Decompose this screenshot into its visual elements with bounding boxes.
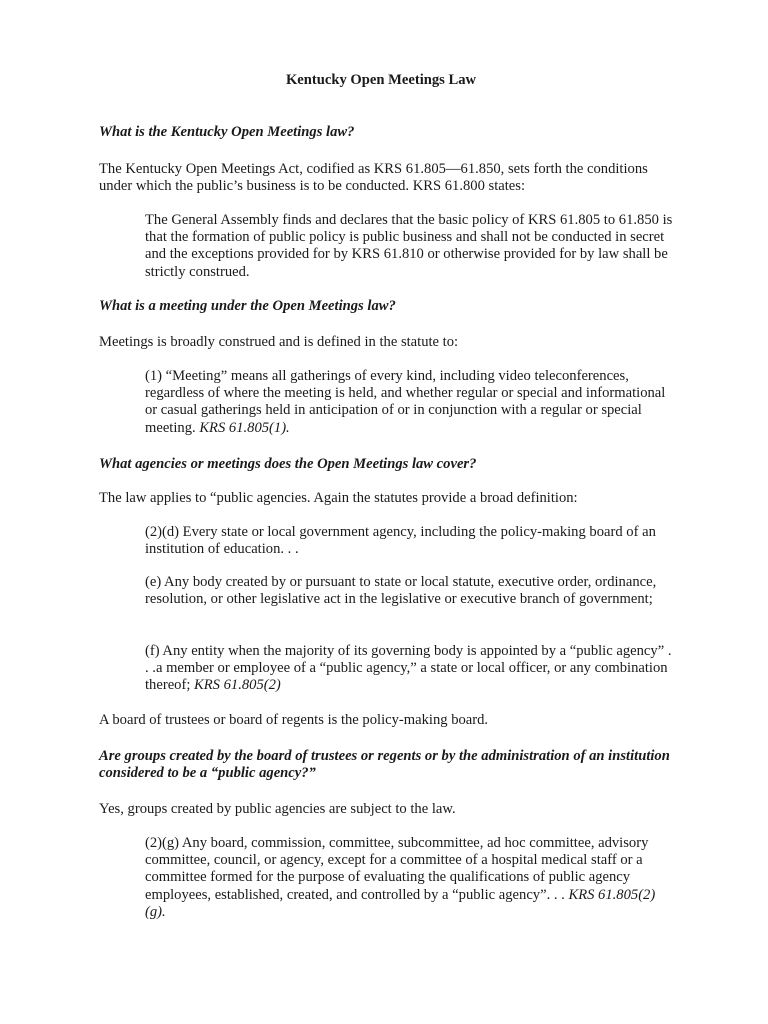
statute-quote — [145, 835, 675, 921]
section-paragraph: Meetings is broadly construed and is defined in the statute to: — [99, 334, 459, 350]
document-title: Kentucky Open Meetings Law — [285, 72, 477, 88]
statute-quote — [145, 524, 675, 558]
statute-citation: KRS 61.805(2)(g). — [145, 886, 656, 920]
statute-quote — [145, 368, 675, 437]
quote-text: (2)(d) Every state or local government agency, including the policy-making board of an institution of education. . . — [145, 524, 656, 558]
quote-text: (e) Any body created by or pursuant to state or local statute, executive order, ordinance, resolution, or other legislative act in the legislative or executive branch of government; — [145, 574, 657, 608]
section-heading: Are groups created by the board of trustees or regents or by the administration of an institution considered to be a “public agency?” — [99, 748, 670, 782]
statute-citation: KRS 61.805(1). — [199, 419, 290, 436]
quote-text: (1) “Meeting” means all gatherings of every kind, including video teleconferences, regardless of where the meeting is held, and whether regular or special and informational or casual gatherings held in anticipation of or in conjunction with a regular or special meeting. — [145, 368, 666, 436]
quote-text: (2)(g) Any board, commission, committee, subcommittee, ad hoc committee, advisory committee, council, or agency, except for a committee of a hospital medical staff or a committee formed for the purpose of evaluating the qualifications of public agency employees, established, created, and controlled by a “public agency”. . . — [145, 835, 649, 903]
section-paragraph: A board of trustees or board of regents is the policy-making board. — [99, 712, 489, 728]
section-paragraph: The law applies to “public agencies. Again the statutes provide a broad definition: — [99, 490, 578, 506]
section-paragraph: Yes, groups created by public agencies are subject to the law. — [99, 801, 456, 817]
section-heading: What is a meeting under the Open Meetings law? — [99, 298, 396, 314]
statute-citation: KRS 61.805(2) — [194, 677, 281, 694]
quote-text: (f) Any entity when the majority of its governing body is appointed by a “public agency” . . .a member or employee of a “public agency,” a state or local officer, or any combination thereof; — [145, 643, 672, 694]
statute-quote — [145, 212, 675, 281]
section-heading: What agencies or meetings does the Open Meetings law cover? — [99, 456, 477, 472]
section-paragraph: The Kentucky Open Meetings Act, codified as KRS 61.805—61.850, sets forth the conditions under which the public’s business is to be conducted. KRS 61.800 states: — [99, 161, 648, 195]
quote-text: The General Assembly finds and declares that the basic policy of KRS 61.805 to 61.850 is that the formation of public policy is public business and shall not be conducted in secret and the exceptions provided for by KRS 61.810 or otherwise provided for by law shall be strictly construed. — [145, 212, 673, 280]
statute-quote — [145, 574, 675, 608]
statute-quote — [145, 643, 675, 695]
section-heading: What is the Kentucky Open Meetings law? — [99, 124, 355, 140]
